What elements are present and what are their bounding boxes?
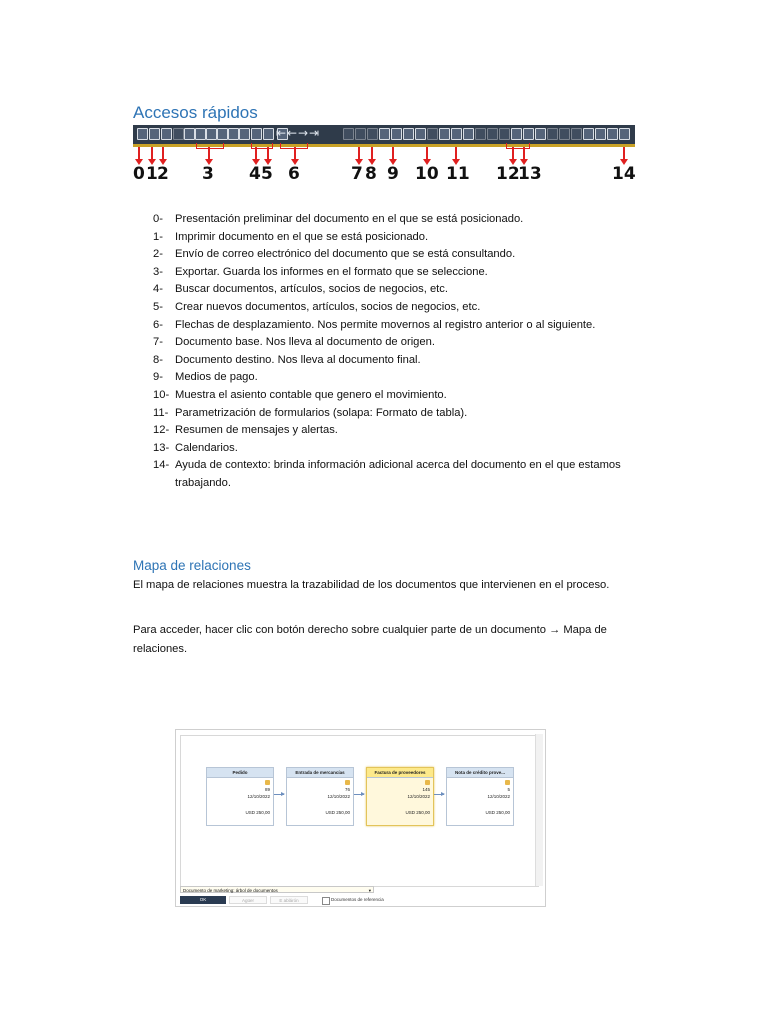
relation-arrow <box>274 794 284 795</box>
callout-arrow <box>162 147 164 159</box>
document-node[interactable] <box>446 767 514 826</box>
callout-number: 8 <box>365 164 377 184</box>
list-item-number: 13- <box>153 441 170 454</box>
toolbar-icon[interactable] <box>403 128 414 140</box>
section-title-accesos: Accesos rápidos <box>133 103 258 122</box>
toolbar-icon[interactable] <box>228 128 239 140</box>
reference-docs-label: Documentos de referencia <box>331 897 384 902</box>
toolbar-icon[interactable] <box>535 128 546 140</box>
list-item <box>153 457 645 492</box>
toolbar-icon[interactable] <box>161 128 172 140</box>
toolbar-icon[interactable] <box>379 128 390 140</box>
nav-arrow-icon[interactable]: ⇤ <box>276 126 287 140</box>
callout-number: 1 <box>146 164 158 184</box>
ok-button[interactable]: OK <box>180 896 226 904</box>
list-item-number: 5- <box>153 300 163 313</box>
toolbar-icon[interactable] <box>547 128 558 140</box>
toolbar-icon[interactable] <box>595 128 606 140</box>
callout-arrow <box>392 147 394 159</box>
lock-icon <box>265 780 270 785</box>
reference-docs-checkbox[interactable] <box>322 897 330 905</box>
list-item-number: 9- <box>153 371 163 384</box>
list-item-text: Parametrización de formularios (solapa: Formato de tabla). <box>175 406 468 419</box>
nav-arrow-icon[interactable]: ⇥ <box>309 126 320 140</box>
toolbar-icon[interactable] <box>195 128 206 140</box>
list-item <box>153 211 645 229</box>
dropdown-value: Documento de marketing: árbol de documentos <box>183 888 278 893</box>
toolbar-icon[interactable] <box>487 128 498 140</box>
node-title: Nota de crédito prove... <box>447 768 513 778</box>
chevron-down-icon: ▾ <box>368 888 371 893</box>
toolbar-icon[interactable] <box>415 128 426 140</box>
toolbar-icon[interactable] <box>173 128 184 140</box>
list-item-text: Medios de pago. <box>175 371 258 384</box>
toolbar-icon[interactable] <box>583 128 594 140</box>
node-title: Pedido <box>207 768 273 778</box>
node-date: 12/10/2022 <box>327 794 350 799</box>
list-item-number: 0- <box>153 213 163 225</box>
callout-bracket <box>506 143 530 149</box>
callout-bracket <box>280 143 308 149</box>
callout-arrow <box>455 147 457 159</box>
list-item-number: 14- <box>153 459 170 472</box>
document-tree-dropdown[interactable] <box>180 886 374 893</box>
node-number: 5 <box>507 787 510 792</box>
paragraph-intro: El mapa de relaciones muestra la trazabilidad de los documentos que intervienen en el proceso. <box>133 579 610 591</box>
toolbar-icon[interactable] <box>184 128 195 140</box>
tertiary-button[interactable]: E ablárón <box>270 896 308 904</box>
list-item <box>153 387 645 405</box>
toolbar-icon[interactable] <box>559 128 570 140</box>
list-item <box>153 299 645 317</box>
toolbar-icon[interactable] <box>523 128 534 140</box>
list-item-text: Resumen de mensajes y alertas. <box>175 424 338 437</box>
list-item-number: 8- <box>153 353 163 366</box>
list-item-number: 7- <box>153 336 163 349</box>
list-item-number: 12- <box>153 424 170 437</box>
list-item <box>153 440 645 458</box>
list-item-number: 11- <box>153 406 169 419</box>
relation-arrow <box>354 794 364 795</box>
toolbar-icon[interactable] <box>137 128 148 140</box>
list-item-text: Calendarios. <box>175 441 238 454</box>
node-number: 76 <box>344 787 350 792</box>
callout-arrow <box>371 147 373 159</box>
list-item <box>153 405 645 423</box>
node-number: 145 <box>422 787 430 792</box>
callout-arrow <box>358 147 360 159</box>
list-item-number: 10- <box>153 388 170 401</box>
callout-arrow <box>138 147 140 159</box>
list-item-text: Imprimir documento en el que se está posicionado. <box>175 230 429 243</box>
shortcut-list <box>153 211 645 493</box>
callout-number: 5 <box>261 164 273 184</box>
secondary-button[interactable]: Agüer <box>229 896 267 904</box>
lock-icon <box>505 780 510 785</box>
paragraph-access: Para acceder, hacer clic con botón derecho sobre cualquier parte de un documento → Mapa de relaciones. <box>133 624 607 655</box>
toolbar-icon[interactable] <box>499 128 510 140</box>
callout-number: 7 <box>351 164 363 184</box>
callout-bracket <box>251 143 273 149</box>
node-number: 89 <box>264 787 270 792</box>
lock-icon <box>425 780 430 785</box>
node-title: Factura de proveedores <box>367 768 433 778</box>
node-date: 12/10/2022 <box>247 794 270 799</box>
toolbar-icon[interactable] <box>571 128 582 140</box>
nav-arrow-icon[interactable]: ← <box>287 126 298 140</box>
list-item-number: 1- <box>153 230 163 243</box>
list-item <box>153 246 645 264</box>
toolbar-icon[interactable] <box>451 128 462 140</box>
toolbar-icon[interactable] <box>619 128 630 140</box>
document-node[interactable] <box>366 767 434 826</box>
toolbar-icon[interactable] <box>463 128 474 140</box>
callout-bracket <box>196 143 224 149</box>
toolbar-icon[interactable] <box>206 128 217 140</box>
toolbar-icon[interactable] <box>239 128 250 140</box>
toolbar-icon[interactable] <box>149 128 160 140</box>
list-item-text: Muestra el asiento contable que genero el movimiento. <box>175 388 447 401</box>
document-node[interactable] <box>206 767 274 826</box>
node-date: 12/10/2022 <box>407 794 430 799</box>
list-item <box>153 369 645 387</box>
toolbar-icon[interactable] <box>475 128 486 140</box>
list-item-text: Exportar. Guarda los informes en el formato que se seleccione. <box>175 265 488 278</box>
node-date: 12/10/2022 <box>487 794 510 799</box>
relation-arrow <box>434 794 444 795</box>
list-item-text: Documento destino. Nos lleva al documento final. <box>175 353 421 366</box>
callout-number: 4 <box>249 164 261 184</box>
callout-number: 12 <box>496 164 520 184</box>
toolbar-icon[interactable] <box>607 128 618 140</box>
toolbar-icon[interactable] <box>391 128 402 140</box>
list-item-text: Crear nuevos documentos, artículos, socios de negocios, etc. <box>175 300 481 313</box>
list-item-text: Buscar documentos, artículos, socios de negocios, etc. <box>175 283 448 296</box>
list-item-number: 6- <box>153 318 163 331</box>
list-item <box>153 229 645 247</box>
callout-number: 14 <box>612 164 636 184</box>
list-item-text: Presentación preliminar del documento en el que se está posicionado. <box>175 213 524 225</box>
relationship-map-screenshot <box>175 729 546 907</box>
list-item <box>153 422 645 440</box>
nav-arrow-icon[interactable]: → <box>298 126 309 140</box>
toolbar-icon[interactable] <box>511 128 522 140</box>
node-amount: USD 250,00 <box>485 810 510 815</box>
list-item-text: Documento base. Nos lleva al documento de origen. <box>175 336 435 349</box>
list-item-text: Ayuda de contexto: brinda información adicional acerca del documento en el que estamos trabajando. <box>175 459 621 489</box>
toolbar-icon[interactable] <box>367 128 378 140</box>
toolbar-icon[interactable] <box>263 128 274 140</box>
toolbar-icon[interactable] <box>427 128 438 140</box>
callout-number: 0 <box>133 164 145 184</box>
list-item <box>153 264 645 282</box>
callout-arrow <box>151 147 153 159</box>
list-item <box>153 334 645 352</box>
vertical-scrollbar[interactable] <box>535 734 543 886</box>
callout-arrow <box>623 147 625 159</box>
list-item <box>153 317 645 335</box>
toolbar-icon[interactable] <box>343 128 354 140</box>
map-canvas <box>180 735 539 887</box>
document-node[interactable] <box>286 767 354 826</box>
callout-number: 13 <box>518 164 542 184</box>
list-item-text: Flechas de desplazamiento. Nos permite movernos al registro anterior o al siguiente. <box>175 318 596 331</box>
toolbar-icon[interactable] <box>439 128 450 140</box>
list-item-number: 4- <box>153 283 163 296</box>
toolbar-icon[interactable] <box>251 128 262 140</box>
node-amount: USD 250,00 <box>325 810 350 815</box>
node-amount: USD 250,00 <box>405 810 430 815</box>
toolbar-icon[interactable] <box>355 128 366 140</box>
toolbar-icon[interactable] <box>217 128 228 140</box>
callout-number: 9 <box>387 164 399 184</box>
callout-number: 3 <box>202 164 214 184</box>
list-item-number: 3- <box>153 265 163 278</box>
list-item <box>153 352 645 370</box>
node-amount: USD 250,00 <box>245 810 270 815</box>
callout-number: 10 <box>415 164 439 184</box>
lock-icon <box>345 780 350 785</box>
node-title: Entrada de mercancías <box>287 768 353 778</box>
list-item <box>153 281 645 299</box>
section-title-mapa: Mapa de relaciones <box>133 558 251 573</box>
callout-number: 2 <box>157 164 169 184</box>
list-item-text: Envío de correo electrónico del documento que se está consultando. <box>175 248 516 261</box>
callout-number: 6 <box>288 164 300 184</box>
callout-number: 11 <box>446 164 470 184</box>
list-item-number: 2- <box>153 248 163 261</box>
callout-arrow <box>426 147 428 159</box>
